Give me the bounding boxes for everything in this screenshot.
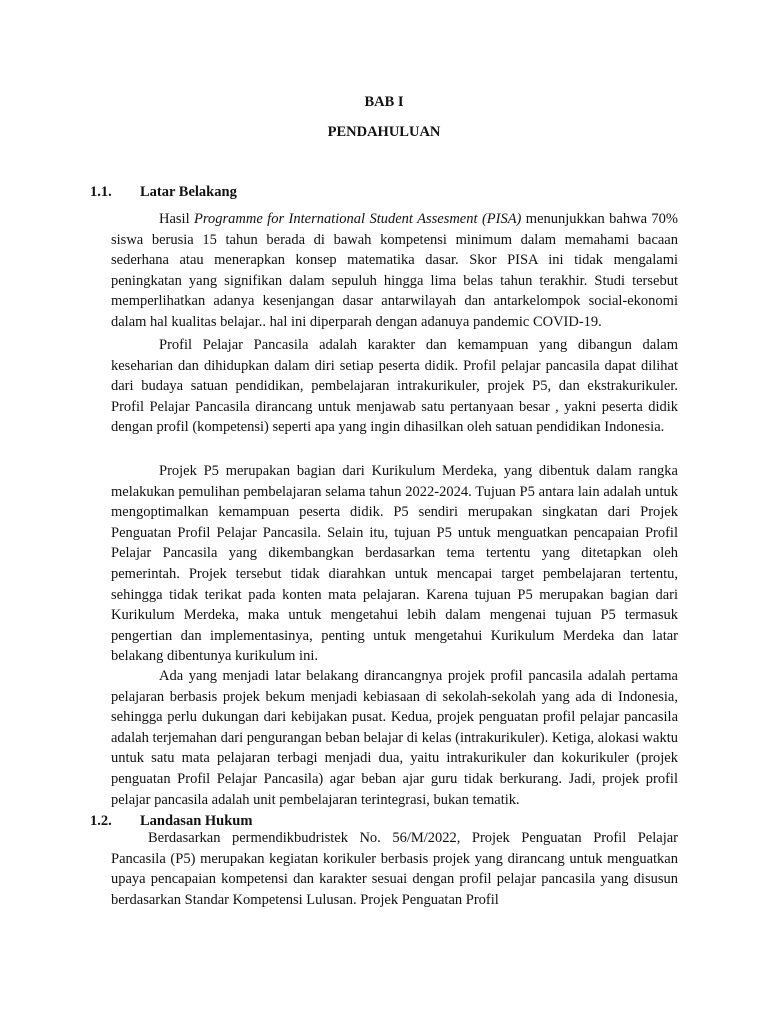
section-title: Landasan Hukum (140, 813, 253, 829)
paragraph-projek-p5: Projek P5 merupakan bagian dari Kurikulum Merdeka, yang dibentuk dalam rangka melakukan pemulihan pembelajaran selama tahun 2022-2024. Tujuan P5 antara lain adalah untuk mengoptimalkan kemampuan peserta didik. P5 sendiri merupakan singkatan dari Projek Penguatan Profil Pelajar Pancasila. Selain itu, tujuan P5 untuk menguatkan pencapaian Profil Pelajar Pancasila yang dikembangkan berdasarkan tema tertentu yang ditetapkan oleh pemerintah. Projek tersebut tidak diarahkan untuk mencapai target pembelajaran tertentu, sehingga tidak terikat pada konten mata pelajaran. Karena tujuan P5 merupakan bagian dari Kurikulum Merdeka, maka untuk mengetahui lebih dalam mengenai tujuan P5 termasuk pengertian dan implementasinya, penting untuk mengetahui Kurikulum Merdeka dan latar belakang dibentunya kurikulum ini. (111, 463, 678, 665)
paragraph-pisa-rest: menunjukkan bahwa 70% siswa berusia 15 tahun berada di bawah kompetensi minimum dalam memahami bacaan sederhana atau menerapkan konsep matematika dasar. Skor PISA ini tidak mengalami peningkatan yang signifikan dalam sepuluh hingga lima belas tahun terakhir. Studi tersebut memperlihatkan adanya kesenjangan dasar antarwilayah dan antarkelompok social-ekonomi dalam hal kualitas belajar.. hal ini diperparah dengan adanuya pandemic COVID-19. (111, 211, 678, 330)
paragraph-latar-belakang-projek: Ada yang menjadi latar belakang dirancangnya projek profil pancasila adalah pertama pelajaran berbasis projek bekum menjadi kebiasaan di sekolah-sekolah yang ada di Indonesia, sehingga perlu dukungan dari kebijakan pusat. Kedua, projek penguatan profil pelajar pancasila adalah terjemahan dari pengurangan beban belajar di kelas (intrakurikuler). Ketiga, alokasi waktu untuk satu mata pelajaran terbagi menjadi dua, yaitu intrakurikuler dan kokurikuler (projek penguatan Profil Pelajar Pancasila) agar beban ajar guru tidak berkurang. Jadi, projek profil pelajar pancasila adalah unit pembelajaran terintegrasi, bukan tematik. (111, 668, 678, 808)
paragraph-pisa (111, 209, 678, 333)
section-number: 1.2. (90, 813, 112, 829)
chapter-label: BAB I (364, 94, 404, 110)
paragraph-pisa-start: Hasil (159, 211, 195, 227)
section-number: 1.1. (90, 184, 112, 200)
section-title: Latar Belakang (140, 184, 237, 200)
chapter-title: PENDAHULUAN (327, 124, 441, 140)
paragraph-landasan-hukum: Berdasarkan permendikbudristek No. 56/M/2022, Projek Penguatan Profil Pelajar Pancasila (P5) merupakan kegiatan korikuler berbasis projek yang dirancang untuk menguatkan upaya pencapaian kompetensi dan karakter sesuai dengan profil pelajar pancasila yang disusun berdasarkan Standar Kompetensi Lulusan. Projek Penguatan Profil (111, 830, 678, 908)
paragraph-profil-pelajar: Profil Pelajar Pancasila adalah karakter dan kemampuan yang dibangun dalam keseharian dan dihidupkan dalam diri setiap peserta didik. Profil pelajar pancasila dapat dilihat dari budaya satuan pendidikan, pembelajaran intrakurikuler, projek P5, dan ekstrakurikuler. Profil Pelajar Pancasila dirancang untuk menjawab satu pertanyaan besar , yakni peserta didik dengan profil (kompetensi) seperti apa yang ingin dihasilkan oleh satuan pendidikan Indonesia. (111, 337, 678, 436)
section-heading-latar-belakang (90, 183, 237, 201)
pisa-term: Programme for International Student Assesment (PISA) (194, 211, 522, 227)
